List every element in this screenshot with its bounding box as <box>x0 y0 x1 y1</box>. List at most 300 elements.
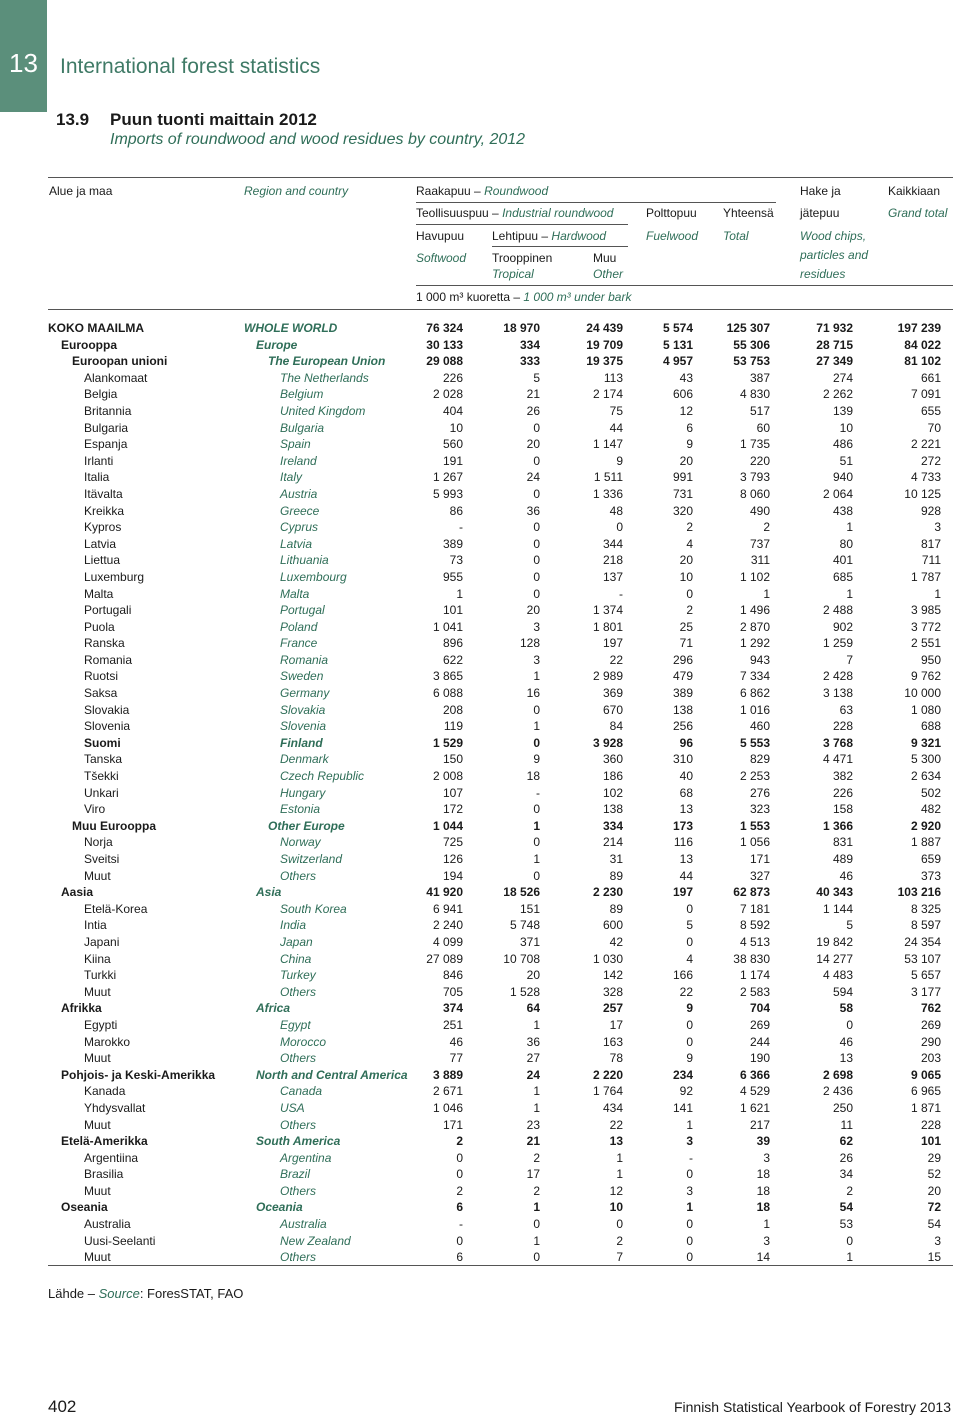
row-value: 2 <box>686 603 693 618</box>
table-row <box>48 320 953 337</box>
row-label-en: Argentina <box>280 1150 332 1165</box>
row-value: 1 <box>533 1100 540 1115</box>
row-value: 186 <box>602 769 623 784</box>
table-row <box>48 635 953 652</box>
header-softwood-en: Softwood <box>416 251 467 265</box>
row-value: 6 941 <box>432 901 463 916</box>
row-label-fi: Intia <box>84 918 107 933</box>
table-row <box>48 1083 953 1100</box>
row-value: 9 321 <box>910 735 941 750</box>
row-label-fi: Suomi <box>84 735 121 750</box>
row-value: 479 <box>672 669 693 684</box>
row-label-fi: Afrikka <box>61 1001 102 1016</box>
row-label-en: Africa <box>256 1001 291 1016</box>
row-value: 44 <box>679 868 693 883</box>
row-value: 13 <box>609 1134 623 1149</box>
row-value: 0 <box>533 453 540 468</box>
row-value: 560 <box>442 437 463 452</box>
row-value: 327 <box>749 868 770 883</box>
row-value: 5 <box>846 918 853 933</box>
row-value: 89 <box>609 901 623 916</box>
row-label-en: Luxembourg <box>280 569 347 584</box>
row-label-en: Others <box>280 1183 317 1198</box>
row-value: 137 <box>602 569 623 584</box>
row-label-fi: Oseania <box>61 1200 108 1215</box>
row-value: 2 989 <box>592 669 623 684</box>
row-label-fi: Ruotsi <box>84 669 119 684</box>
row-value: 138 <box>672 702 693 717</box>
row-label-en: Europe <box>256 337 298 352</box>
row-label-fi: Bulgaria <box>84 420 129 435</box>
row-value: 902 <box>832 619 853 634</box>
row-value: 3 <box>934 520 941 535</box>
row-label-fi: Marokko <box>84 1034 131 1049</box>
row-value: 1 147 <box>592 437 623 452</box>
row-value: 1 871 <box>910 1100 941 1115</box>
table-row <box>48 1050 953 1067</box>
row-value: 1 <box>533 1233 540 1248</box>
row-value: 19 842 <box>816 934 853 949</box>
row-value: 6 366 <box>739 1067 770 1082</box>
row-label-en: Oceania <box>256 1200 303 1215</box>
source-text: : ForesSTAT, FAO <box>139 1286 244 1301</box>
row-value: 81 102 <box>904 354 941 369</box>
row-value: 228 <box>832 719 853 734</box>
row-value: 1 374 <box>592 603 623 618</box>
row-label-en: Others <box>280 1250 317 1265</box>
table-row <box>48 586 953 603</box>
header-total-en: Total <box>723 229 749 243</box>
table-row <box>48 768 953 785</box>
row-value: 15 <box>927 1250 941 1265</box>
row-label-fi: Irlanti <box>84 453 114 468</box>
row-value: 8 592 <box>739 918 770 933</box>
row-value: 0 <box>533 1250 540 1265</box>
row-label-en: United Kingdom <box>280 403 366 418</box>
row-value: 2 671 <box>432 1084 463 1099</box>
row-value: 4 <box>686 951 693 966</box>
row-value: 0 <box>533 536 540 551</box>
row-value: 8 325 <box>910 901 941 916</box>
table-row <box>48 1067 953 1084</box>
row-value: 2 <box>686 520 693 535</box>
row-label-fi: Luxemburg <box>84 569 145 584</box>
table-row <box>48 851 953 868</box>
header-industrial-fi: Teollisuuspuu – <box>416 206 499 220</box>
row-label-fi: Portugali <box>84 603 132 618</box>
header-unit-rule <box>416 285 953 286</box>
row-value: 276 <box>749 785 770 800</box>
row-value: 2 <box>763 520 770 535</box>
row-label-en: France <box>280 636 318 651</box>
row-value: 62 <box>839 1134 853 1149</box>
row-value: 482 <box>920 802 941 817</box>
row-value: 272 <box>920 453 941 468</box>
row-value: 29 <box>927 1150 941 1165</box>
row-value: 2 870 <box>739 619 770 634</box>
row-value: 76 324 <box>426 321 463 335</box>
row-label-fi: Muut <box>84 984 111 999</box>
header-hardwood-en: Hardwood <box>551 229 607 243</box>
table-title-en: Imports of roundwood and wood residues by country, 2012 <box>110 131 526 148</box>
row-value: 226 <box>442 370 463 385</box>
table-row <box>48 1017 953 1034</box>
table-row <box>48 1133 953 1150</box>
row-value: 139 <box>832 403 853 418</box>
header-fuelwood-fi: Polttopuu <box>646 206 697 220</box>
row-label-fi: Kanada <box>84 1084 126 1099</box>
row-value: 323 <box>749 802 770 817</box>
row-value: 382 <box>832 769 853 784</box>
row-label-en: Finland <box>280 735 323 750</box>
header-region-en: Region and country <box>244 184 349 198</box>
row-value: 101 <box>442 603 463 618</box>
row-value: 10 <box>609 1200 623 1215</box>
row-value: 163 <box>602 1034 623 1049</box>
row-value: 126 <box>442 852 463 866</box>
table-row <box>48 453 953 470</box>
row-value: 502 <box>920 785 941 800</box>
row-value: 896 <box>442 636 463 651</box>
row-value: - <box>619 586 623 601</box>
row-value: 217 <box>749 1117 770 1132</box>
table-row <box>48 420 953 437</box>
row-label-fi: Ranska <box>84 636 125 651</box>
row-value: 0 <box>533 702 540 717</box>
row-value: 0 <box>846 1017 853 1032</box>
row-label-fi: KOKO MAAILMA <box>48 321 144 335</box>
row-value: 203 <box>920 1051 941 1066</box>
chapter-title: International forest statistics <box>60 55 321 78</box>
row-value: 26 <box>839 1150 853 1165</box>
row-value: 387 <box>749 370 770 385</box>
row-label-fi: Italia <box>84 470 110 485</box>
row-value: 197 239 <box>897 321 941 335</box>
row-label-en: Australia <box>280 1217 327 1232</box>
row-value: 1 621 <box>739 1100 770 1115</box>
row-value: 2 064 <box>822 486 853 501</box>
row-value: 257 <box>602 1001 623 1016</box>
row-value: 18 <box>756 1167 770 1182</box>
row-value: 3 <box>686 1183 693 1198</box>
row-label-fi: Malta <box>84 586 114 601</box>
row-value: 2 920 <box>910 818 941 833</box>
row-label-fi: Viro <box>84 802 106 817</box>
header-roundwood <box>416 184 548 198</box>
row-value: 190 <box>749 1051 770 1066</box>
row-label-en: Egypt <box>280 1017 311 1032</box>
row-value: 5 553 <box>739 735 770 750</box>
row-label-fi: Liettua <box>84 553 121 568</box>
row-value: 96 <box>679 735 693 750</box>
header-fuelwood-en: Fuelwood <box>646 229 699 243</box>
row-value: 1 <box>533 1084 540 1099</box>
row-value: 0 <box>533 520 540 535</box>
row-value: 3 <box>763 1150 770 1165</box>
row-value: 20 <box>927 1183 941 1198</box>
row-value: 389 <box>672 686 693 701</box>
row-value: 670 <box>602 702 623 717</box>
row-value: 21 <box>526 1134 540 1149</box>
row-value: 3 928 <box>592 735 623 750</box>
row-value: 18 526 <box>503 885 540 900</box>
header-unit-en: 1 000 m³ under bark <box>523 290 632 304</box>
row-value: 9 065 <box>910 1067 941 1082</box>
row-label-fi: Alankomaat <box>84 370 148 385</box>
row-label-en: Japan <box>280 934 313 949</box>
row-value: 1 <box>686 1117 693 1132</box>
table-row <box>48 337 953 354</box>
row-label-en: Others <box>280 868 317 883</box>
row-label-en: Sweden <box>280 669 324 684</box>
row-value: 86 <box>449 503 463 518</box>
row-value: 101 <box>920 1134 941 1149</box>
row-value: 71 932 <box>816 321 853 335</box>
row-value: 7 <box>846 652 853 667</box>
row-value: 20 <box>526 437 540 452</box>
row-label-fi: Unkari <box>84 785 119 800</box>
row-value: 89 <box>609 868 623 883</box>
row-value: 374 <box>442 1001 463 1016</box>
row-value: 10 125 <box>904 486 941 501</box>
row-value: 9 <box>686 437 693 452</box>
footer-title: Finnish Statistical Yearbook of Forestry 2013 <box>673 1399 951 1415</box>
row-value: 72 <box>927 1200 941 1215</box>
header-hardwood <box>492 229 606 243</box>
row-value: 16 <box>526 686 540 701</box>
source-note <box>48 1286 243 1301</box>
row-value: 3 768 <box>822 735 853 750</box>
row-label-fi: Muut <box>84 1117 111 1132</box>
row-value: 92 <box>679 1084 693 1099</box>
table-row <box>48 1100 953 1117</box>
row-value: 1 046 <box>432 1100 463 1115</box>
row-label-en: Poland <box>280 619 318 634</box>
row-value: 360 <box>602 752 623 767</box>
header-bottom-rule <box>48 309 953 310</box>
table-row <box>48 702 953 719</box>
row-value: 1 887 <box>910 835 941 850</box>
row-value: 3 865 <box>432 669 463 684</box>
row-value: 21 <box>526 387 540 402</box>
row-label-en: Asia <box>256 885 282 900</box>
row-label-en: China <box>280 951 312 966</box>
row-value: 0 <box>533 586 540 601</box>
row-value: 373 <box>920 868 941 883</box>
row-value: 228 <box>920 1117 941 1132</box>
row-value: 6 <box>456 1200 463 1215</box>
row-value: 13 <box>679 802 693 817</box>
row-value: 401 <box>832 553 853 568</box>
header-chips-en1: Wood chips, <box>800 229 867 243</box>
row-value: 269 <box>749 1017 770 1032</box>
row-value: 40 <box>679 769 693 784</box>
row-value: 84 <box>609 719 623 734</box>
row-label-en: Other Europe <box>268 818 345 833</box>
row-value: 171 <box>442 1117 463 1132</box>
row-value: 4 957 <box>662 354 693 369</box>
row-label-fi: Egypti <box>84 1017 118 1032</box>
row-label-en: Cyprus <box>280 520 319 535</box>
row-label-fi: Slovenia <box>84 719 131 734</box>
row-label-en: Latvia <box>280 536 313 551</box>
row-value: 655 <box>920 403 941 418</box>
row-value: 36 <box>526 1034 540 1049</box>
row-value: 73 <box>449 553 463 568</box>
row-value: 1 <box>533 852 540 866</box>
header-grand-en: Grand total <box>888 206 948 220</box>
table-row <box>48 967 953 984</box>
row-value: 2 230 <box>592 885 623 900</box>
table-row <box>48 1249 953 1266</box>
source-label-en: Source <box>98 1286 140 1301</box>
row-value: 3 177 <box>910 984 941 999</box>
table-row <box>48 1034 953 1051</box>
table-row <box>48 951 953 968</box>
row-label-fi: Australia <box>84 1217 131 1232</box>
table-row <box>48 1150 953 1167</box>
row-value: 0 <box>533 802 540 817</box>
row-label-en: Morocco <box>280 1034 327 1049</box>
row-value: 19 709 <box>586 337 623 352</box>
table-row <box>48 536 953 553</box>
row-label-fi: Muut <box>84 868 111 883</box>
row-value: 150 <box>442 752 463 767</box>
row-value: 3 985 <box>910 603 941 618</box>
row-value: 24 <box>526 470 540 485</box>
row-value: - <box>536 785 540 800</box>
table-row <box>48 901 953 918</box>
row-value: 113 <box>603 370 623 385</box>
row-value: 1 267 <box>432 470 463 485</box>
header-industrial-en: Industrial roundwood <box>502 206 614 220</box>
row-value: 2 <box>456 1183 463 1198</box>
row-value: 334 <box>519 337 540 352</box>
row-label-fi: Kiina <box>84 951 111 966</box>
row-label-fi: Argentiina <box>84 1150 139 1165</box>
row-value: 6 <box>456 1250 463 1265</box>
row-label-fi: Uusi-Seelanti <box>84 1233 156 1248</box>
table-bottom-rule <box>48 1265 953 1266</box>
row-value: 218 <box>602 553 623 568</box>
row-value: 991 <box>672 470 693 485</box>
row-value: 226 <box>832 785 853 800</box>
row-value: 116 <box>673 835 693 850</box>
row-label-fi: Aasia <box>61 885 94 900</box>
header-chips-en3: residues <box>800 267 846 281</box>
row-value: 54 <box>839 1200 853 1215</box>
header-unit <box>416 290 631 304</box>
row-value: 1 <box>846 520 853 535</box>
row-value: 9 <box>686 1001 693 1016</box>
table-row <box>48 834 953 851</box>
row-value: 30 133 <box>426 337 463 352</box>
row-value: 490 <box>749 503 770 518</box>
header-tropical-fi: Trooppinen <box>492 251 553 265</box>
row-value: 0 <box>846 1233 853 1248</box>
row-value: 4 529 <box>739 1084 770 1099</box>
row-value: 54 <box>927 1217 941 1232</box>
row-label-fi: Sveitsi <box>84 852 120 866</box>
row-value: 829 <box>749 752 770 767</box>
row-label-fi: Espanja <box>84 437 128 452</box>
row-value: 0 <box>533 486 540 501</box>
row-value: 2 <box>846 1183 853 1198</box>
row-value: 1 <box>616 1150 623 1165</box>
row-value: 1 <box>846 1250 853 1265</box>
row-value: 1 056 <box>739 835 770 850</box>
row-value: 371 <box>519 934 540 949</box>
row-value: 107 <box>442 785 463 800</box>
row-value: 1 529 <box>432 735 463 750</box>
table-row <box>48 1000 953 1017</box>
row-value: 197 <box>672 885 693 900</box>
row-label-en: Romania <box>280 652 329 667</box>
row-value: 622 <box>442 652 463 667</box>
row-value: 22 <box>609 1117 623 1132</box>
row-value: 762 <box>920 1001 941 1016</box>
row-value: 13 <box>679 852 693 866</box>
row-label-fi: Puola <box>84 619 115 634</box>
row-value: 3 772 <box>910 619 941 634</box>
row-value: 18 <box>756 1183 770 1198</box>
row-value: 28 715 <box>816 337 853 352</box>
row-label-en: Switzerland <box>280 852 343 866</box>
table-row <box>48 1166 953 1183</box>
row-label-fi: Norja <box>84 835 113 850</box>
row-value: 172 <box>442 802 463 817</box>
row-value: 290 <box>920 1034 941 1049</box>
row-value: 489 <box>832 852 853 866</box>
row-value: 438 <box>832 503 853 518</box>
row-value: 1 030 <box>592 951 623 966</box>
row-value: 1 735 <box>739 437 770 452</box>
row-value: 12 <box>609 1183 623 1198</box>
row-value: 5 <box>686 918 693 933</box>
row-label-en: Germany <box>280 686 330 701</box>
header-region-fi: Alue ja maa <box>49 184 113 198</box>
row-value: 51 <box>839 453 853 468</box>
row-value: 0 <box>686 1017 693 1032</box>
row-value: 2 634 <box>910 769 941 784</box>
row-value: 70 <box>927 420 941 435</box>
row-value: 1 366 <box>822 818 853 833</box>
table-row <box>48 801 953 818</box>
row-value: 1 <box>533 1017 540 1032</box>
row-value: 5 657 <box>910 968 941 983</box>
row-label-en: Greece <box>280 503 320 518</box>
row-value: 138 <box>602 802 623 817</box>
row-label-fi: Pohjois- ja Keski-Amerikka <box>61 1067 216 1082</box>
row-value: 53 <box>839 1217 853 1232</box>
header-softwood-fi: Havupuu <box>416 229 465 243</box>
table-row <box>48 668 953 685</box>
row-label-en: Czech Republic <box>280 769 365 784</box>
row-value: 173 <box>672 818 693 833</box>
row-value: 7 <box>616 1250 623 1265</box>
row-value: 1 041 <box>432 619 463 634</box>
row-value: 1 553 <box>739 818 770 833</box>
row-value: 4 830 <box>739 387 770 402</box>
row-value: 2 698 <box>822 1067 853 1082</box>
row-value: 63 <box>839 702 853 717</box>
row-value: 659 <box>920 852 941 866</box>
row-value: 142 <box>602 968 623 983</box>
row-value: 20 <box>679 553 693 568</box>
row-label-fi: Muut <box>84 1250 111 1265</box>
row-value: 78 <box>609 1051 623 1066</box>
row-value: 1 102 <box>739 569 770 584</box>
